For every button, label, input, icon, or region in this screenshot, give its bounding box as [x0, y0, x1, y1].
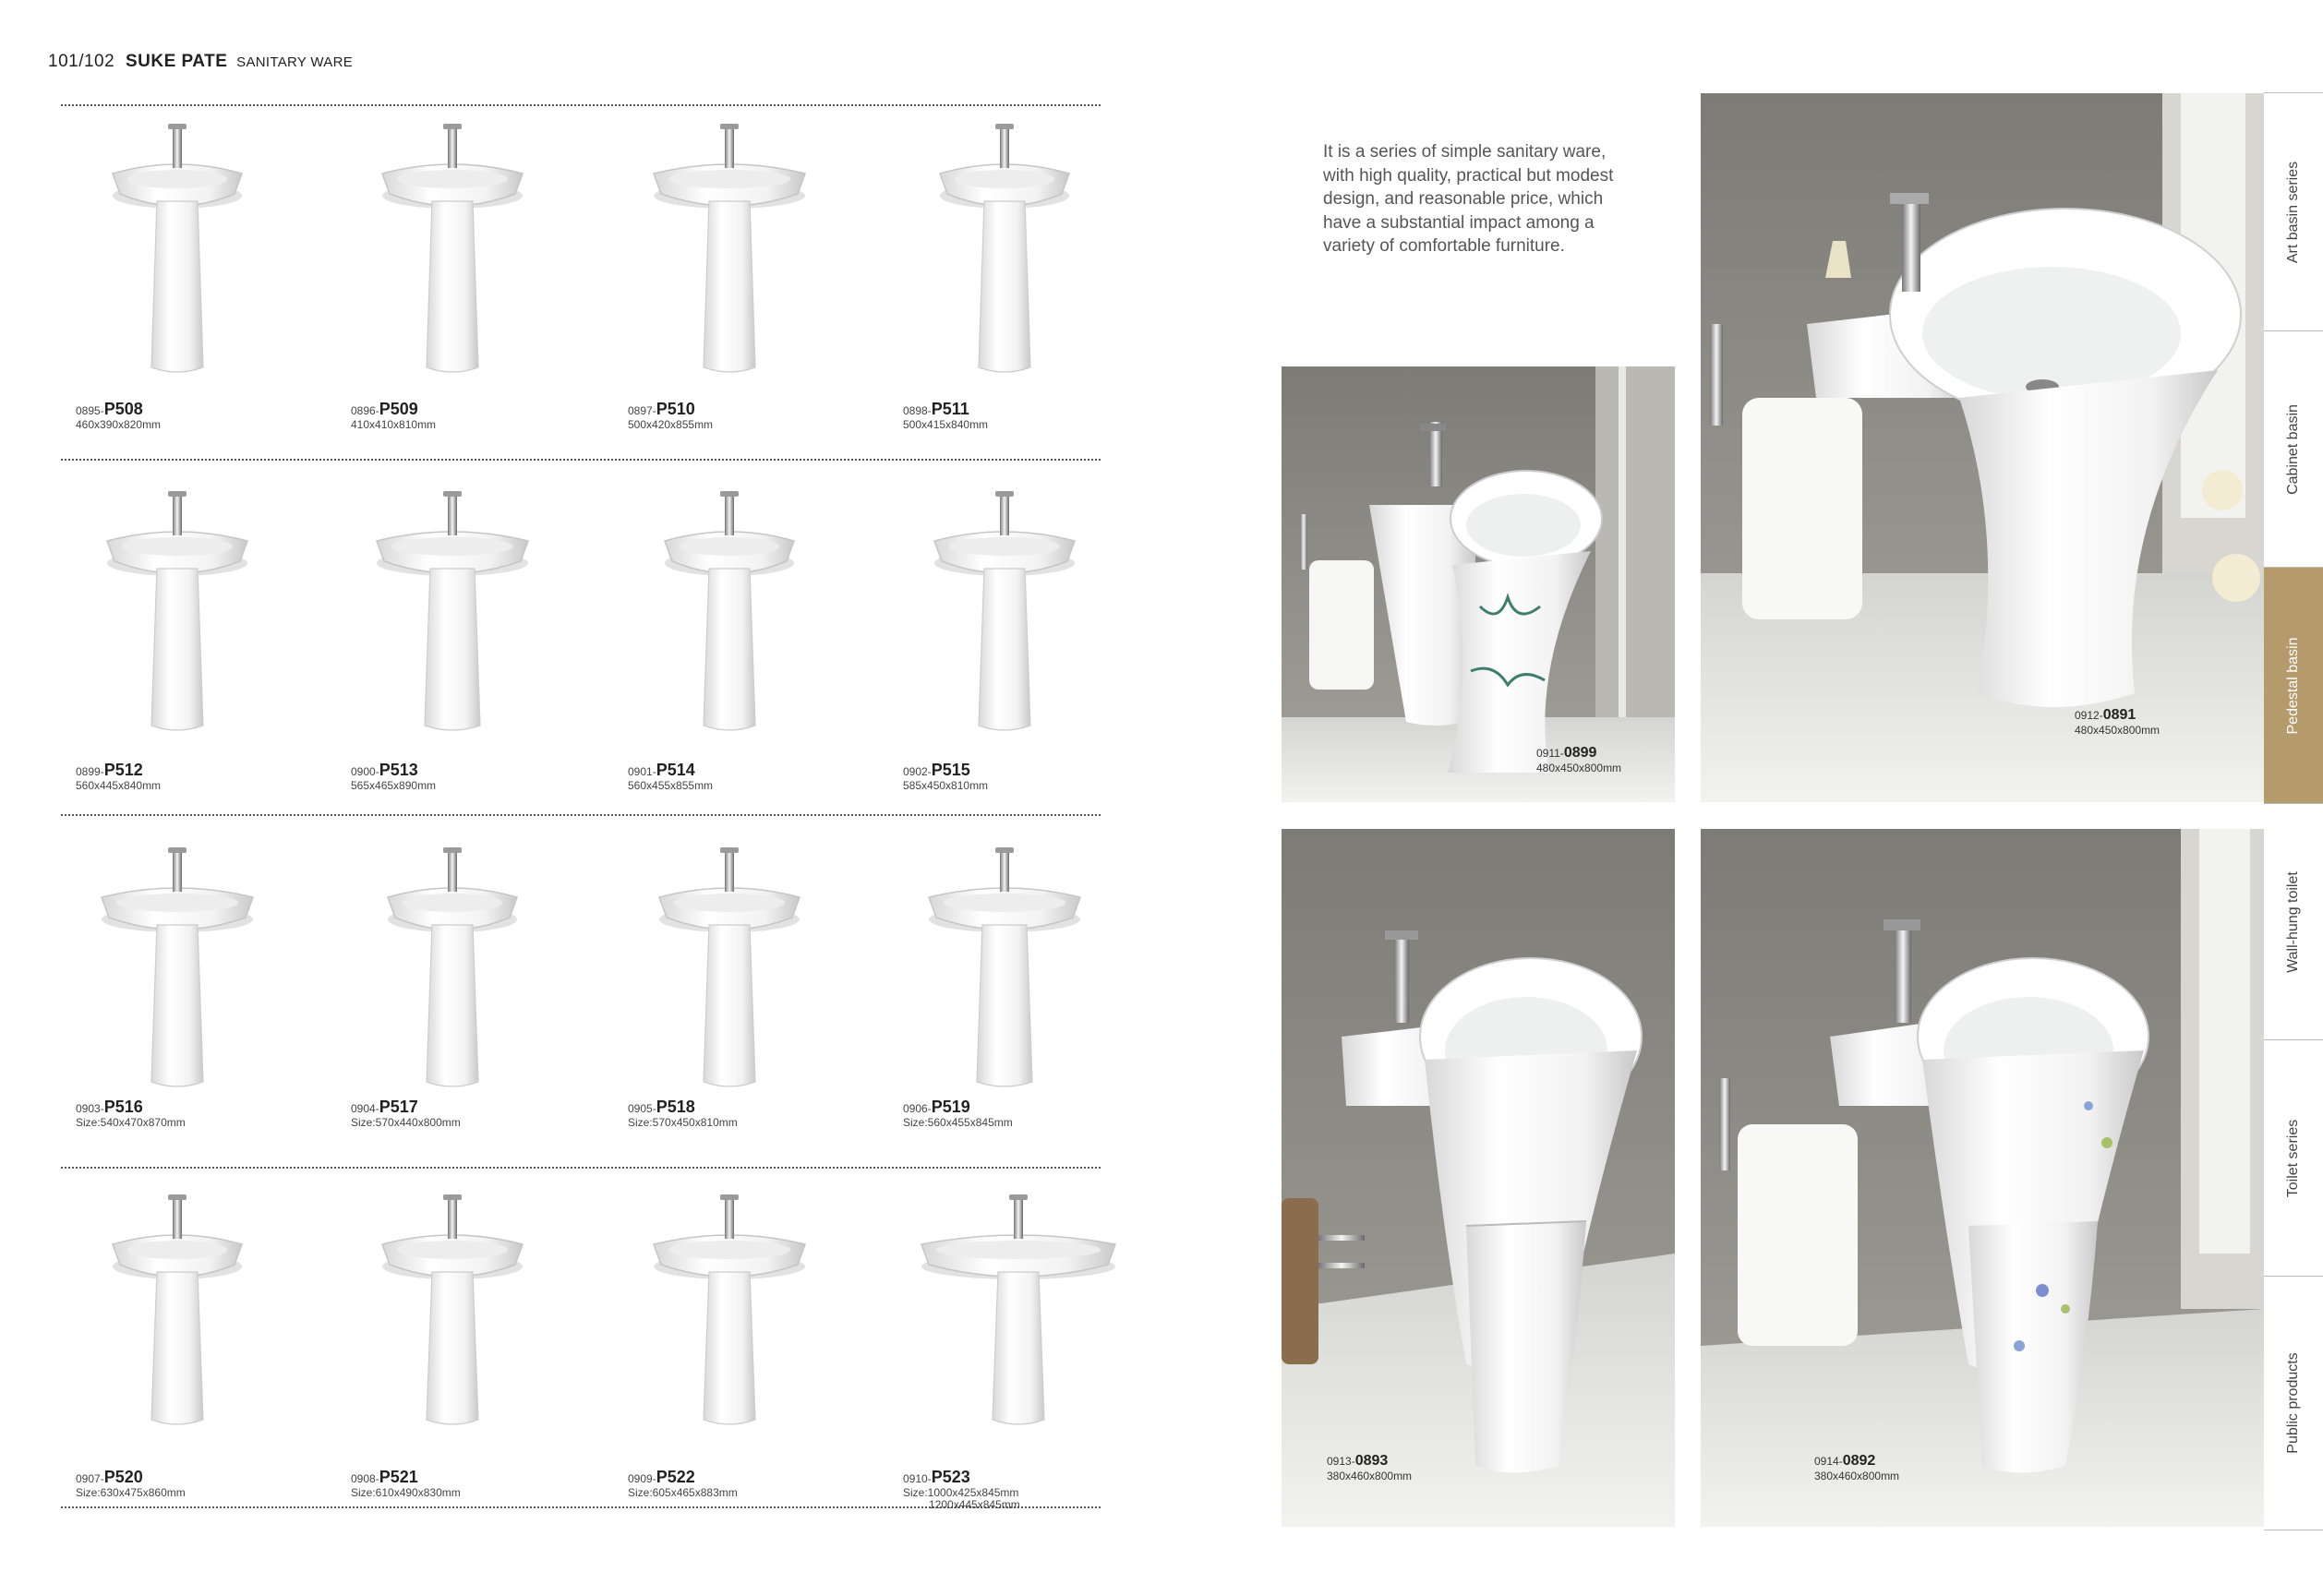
- tab-label: Pedestal basin: [2285, 637, 2301, 735]
- pedestal-basin-image: [903, 118, 1125, 395]
- dotted-divider: [61, 104, 1101, 106]
- product-caption: [76, 400, 161, 431]
- tab-public-products[interactable]: [2264, 1276, 2323, 1530]
- product-code: 0905-: [628, 1102, 656, 1115]
- product-code: 0897-: [628, 404, 656, 417]
- product-item: [628, 476, 868, 827]
- product-item: [351, 118, 591, 469]
- product-size: Size:570x440x800mm: [351, 1115, 461, 1129]
- product-size: 410x410x810mm: [351, 417, 437, 431]
- pedestal-basin-image: [628, 118, 849, 395]
- product-photo-0899: [1282, 366, 1675, 802]
- tab-wall-hung-toilet[interactable]: [2264, 803, 2323, 1040]
- product-caption: [628, 761, 713, 792]
- product-caption: [903, 1098, 1013, 1129]
- pedestal-basin-image: [351, 118, 572, 395]
- product-code: 0899-: [76, 765, 104, 778]
- product-item: [628, 118, 868, 469]
- product-size: 560x455x855mm: [628, 778, 714, 792]
- product-model: P509: [379, 400, 418, 418]
- product-size: Size:570x450x810mm: [628, 1115, 738, 1129]
- pedestal-basin-image: [351, 1180, 572, 1457]
- page-numbers: 101/102: [48, 52, 115, 71]
- product-code: 0898-: [903, 404, 932, 417]
- product-item: [903, 118, 1143, 469]
- product-size: Size:630x475x860mm: [76, 1485, 186, 1499]
- tab-label: Toilet series: [2285, 1119, 2301, 1198]
- pedestal-basin-image: [76, 118, 297, 395]
- product-photo-0892: [1701, 829, 2264, 1527]
- product-size: 460x390x820mm: [76, 417, 162, 431]
- product-caption: [903, 400, 988, 431]
- product-caption: [351, 761, 436, 792]
- product-model: P516: [103, 1098, 143, 1116]
- photo-caption-0892: [1814, 1452, 1899, 1483]
- product-caption: [76, 1098, 186, 1129]
- product-size: 585x450x810mm: [903, 778, 989, 792]
- product-size: Size:605x465x883mm: [628, 1485, 738, 1499]
- photo-model: 0899: [1563, 745, 1597, 761]
- photo-caption-0893: [1327, 1452, 1412, 1483]
- product-code: 0903-: [76, 1102, 104, 1115]
- tab-cabinet-basin[interactable]: [2264, 330, 2323, 568]
- tab-toilet-series[interactable]: [2264, 1039, 2323, 1277]
- product-item: [903, 476, 1143, 827]
- product-model: P521: [379, 1468, 418, 1486]
- product-code: 0901-: [628, 765, 656, 778]
- tab-label: Art basin series: [2285, 161, 2301, 264]
- tab-label: Cabinet basin: [2285, 404, 2301, 495]
- pedestal-basin-image: [628, 1180, 849, 1457]
- pedestal-basin-image: [903, 833, 1125, 1110]
- intro-paragraph: It is a series of simple sanitary ware, with high quality, practical but modest design, and reasonable price, which have a substantial impact among a variety of comfortable furniture.: [1323, 142, 1614, 256]
- product-model: P522: [656, 1468, 695, 1486]
- pedestal-basin-image: [903, 1180, 1125, 1457]
- product-model: P517: [379, 1098, 418, 1116]
- product-caption: [628, 400, 713, 431]
- tab-art-basin-series[interactable]: [2264, 92, 2323, 331]
- pedestal-basin-image: [76, 1180, 297, 1457]
- product-caption: [628, 1468, 738, 1499]
- product-item: [903, 833, 1143, 1183]
- product-size: 500x420x855mm: [628, 417, 714, 431]
- photo-code: 0913-: [1327, 1455, 1355, 1468]
- tab-pedestal-basin[interactable]: [2264, 567, 2323, 804]
- product-code: 0908-: [351, 1472, 379, 1485]
- photo-size: 380x460x800mm: [1814, 1470, 1900, 1483]
- product-size: Size:560x455x845mm: [903, 1115, 1013, 1129]
- product-model: P512: [103, 761, 143, 779]
- photo-model: 0891: [2102, 707, 2136, 723]
- product-model: P520: [103, 1468, 143, 1486]
- brand-name: SUKE PATE: [125, 52, 228, 71]
- product-code: 0910-: [903, 1472, 932, 1485]
- page-header: [48, 52, 353, 72]
- product-caption: [76, 761, 161, 792]
- product-item: [351, 1180, 591, 1530]
- product-model: P518: [656, 1098, 695, 1116]
- tab-label: Public products: [2285, 1352, 2301, 1454]
- product-model: P511: [931, 400, 969, 418]
- product-model: P515: [931, 761, 970, 779]
- header-subtitle: SANITARY WARE: [236, 54, 354, 70]
- product-item: [628, 833, 868, 1183]
- product-item: [76, 1180, 316, 1530]
- product-caption: [903, 761, 988, 792]
- photo-caption-0899: [1536, 744, 1621, 775]
- product-model: P514: [656, 761, 695, 779]
- product-code: 0906-: [903, 1102, 932, 1115]
- product-code: 0909-: [628, 1472, 656, 1485]
- product-code: 0896-: [351, 404, 379, 417]
- product-size: Size:1000x425x845mm: [903, 1485, 1019, 1499]
- product-code: 0907-: [76, 1472, 104, 1485]
- photo-model: 0893: [1354, 1453, 1389, 1469]
- photo-size: 380x460x800mm: [1327, 1470, 1413, 1483]
- product-caption: [351, 400, 436, 431]
- pedestal-basin-image: [628, 476, 849, 753]
- product-size-alt: 1200x445x845mm: [929, 1498, 1020, 1512]
- product-code: 0904-: [351, 1102, 379, 1115]
- product-size: 560x445x840mm: [76, 778, 162, 792]
- photo-caption-0891: [2075, 706, 2160, 738]
- product-size: 565x465x890mm: [351, 778, 437, 792]
- product-item: [76, 476, 316, 827]
- photo-code: 0912-: [2075, 709, 2103, 722]
- product-model: P513: [379, 761, 418, 779]
- product-item: [628, 1180, 868, 1530]
- product-item: [76, 118, 316, 469]
- product-caption: [628, 1098, 738, 1129]
- pedestal-basin-image: [76, 833, 297, 1110]
- product-size: Size:540x470x870mm: [76, 1115, 186, 1129]
- pedestal-basin-image: [351, 833, 572, 1110]
- product-code: 0902-: [903, 765, 932, 778]
- product-photo-0891: [1701, 93, 2264, 802]
- product-size: 500x415x840mm: [903, 417, 989, 431]
- photo-code: 0911-: [1536, 747, 1564, 760]
- product-item: [903, 1180, 1143, 1530]
- product-model: P519: [931, 1098, 970, 1116]
- product-model: P523: [931, 1468, 970, 1486]
- product-caption: [351, 1468, 461, 1499]
- pedestal-basin-image: [76, 476, 297, 753]
- product-code: 0900-: [351, 765, 379, 778]
- product-code: 0895-: [76, 404, 104, 417]
- product-caption: [903, 1468, 1020, 1512]
- product-model: P508: [103, 400, 143, 418]
- product-caption: [76, 1468, 186, 1499]
- product-item: [351, 833, 591, 1183]
- product-item: [76, 833, 316, 1183]
- product-photo-0893: [1282, 829, 1675, 1527]
- pedestal-basin-image: [628, 833, 849, 1110]
- tab-label: Wall-hung toilet: [2285, 871, 2301, 973]
- photo-size: 480x450x800mm: [1536, 762, 1622, 775]
- pedestal-basin-image: [351, 476, 572, 753]
- product-caption: [351, 1098, 461, 1129]
- product-item: [351, 476, 591, 827]
- product-size: Size:610x490x830mm: [351, 1485, 461, 1499]
- product-model: P510: [656, 400, 695, 418]
- pedestal-basin-image: [903, 476, 1125, 753]
- photo-model: 0892: [1842, 1453, 1876, 1469]
- photo-code: 0914-: [1814, 1455, 1843, 1468]
- photo-size: 480x450x800mm: [2075, 724, 2161, 738]
